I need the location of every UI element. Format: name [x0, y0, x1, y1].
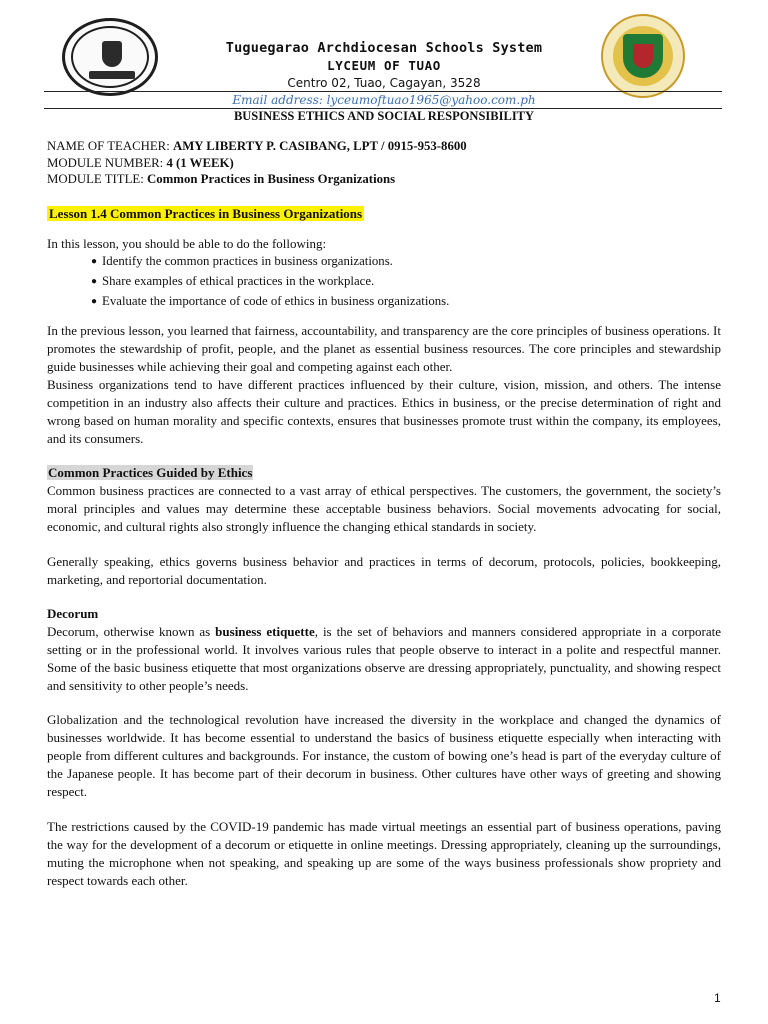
paragraph-ethics-governs: Generally speaking, ethics governs business behavior and practices in terms of decorum, protocols, policies, bookkeeping, marketing, and reportorial documentation. — [47, 554, 721, 588]
school-name: LYCEUM OF TUAO — [327, 58, 441, 73]
objectives-intro: In this lesson, you should be able to do the following: — [47, 236, 327, 251]
objective-item: ● Share examples of ethical practices in the workplace. — [91, 272, 691, 292]
section-title-decorum: Decorum — [47, 606, 99, 621]
objective-item: ● Evaluate the importance of code of ethics in business organizations. — [91, 292, 691, 312]
module-title-line — [47, 170, 721, 188]
teacher-value: AMY LIBERTY P. CASIBANG, LPT / 0915-953-8600 — [172, 139, 467, 153]
paragraph-decorum: Decorum, otherwise known as business etiquette, is the set of behaviors and manners considered appropriate in a corporate setting or in the professional world. It involves various rules that people observe to interact in a polite and respectful manner. Some of the basic business etiquette that most organizations observe are dressing appropriately, punctuality, and showing respect and sensitivity to other people’s needs. — [47, 624, 721, 694]
paragraph-covid: The restrictions caused by the COVID-19 pandemic has made virtual meetings an essential part of business operations, paving the way for the development of a decorum or etiquette in online meetings. Dressing appropriately, cleaning up the surroundings, muting the microphone when not speaking, and speaking up are some of the ways business professionals show propriety and respect towards each other. — [47, 819, 721, 889]
paragraph-globalization: Globalization and the technological revolution have increased the diversity in the workplace and changed the dynamics of businesses worldwide. It has become essential to understand the basics of business etiquette especially when interacting with people from different cultures and backgrounds. For instance, the custom of bowing one’s head is part of the everyday culture of the Japanese people. It has become part of their decorum in business. Other cultures have other ways of greeting and showing respect. — [47, 712, 721, 800]
lesson-title: Lesson 1.4 Common Practices in Business Organizations — [49, 206, 363, 221]
objective-item: ● Identify the common practices in business organizations. — [91, 252, 691, 272]
school-address: Centro 02, Tuao, Cagayan, 3528 — [287, 76, 481, 90]
school-email: Email address: lyceumoftuao1965@yahoo.com.ph — [232, 93, 536, 107]
paragraph-ethical-perspectives: Common business practices are connected to a vast array of ethical perspectives. The customers, the government, the society’s moral principles and values may determine these acceptable business behaviors. Social movements advocating for social, economic, and cultural rights also strongly influence the changing ethical standards in society. — [47, 483, 721, 535]
teacher-line — [47, 137, 721, 155]
header-rule-top — [44, 91, 722, 92]
section-title-common-practices: Common Practices Guided by Ethics — [48, 465, 253, 480]
teacher-label: NAME OF TEACHER: — [47, 139, 173, 153]
lesson-title-line — [47, 205, 721, 223]
objectives-list — [91, 252, 691, 312]
module-number-label: MODULE NUMBER: — [47, 156, 167, 170]
school-system-name: Tuguegarao Archdiocesan Schools System — [225, 40, 543, 56]
page-number: 1 — [714, 991, 721, 1005]
paragraph-business-practices: Business organizations tend to have different practices influenced by their culture, vision, mission, and others. The intense competition in an industry also affects their culture and practices. Ethics in business, or the precise determination of right and wrong based on human morality and specific contexts, ensures that businesses promote trust within the company, its employees, and its consumers. — [47, 377, 721, 447]
section-title-line — [47, 464, 721, 482]
subject-title: BUSINESS ETHICS AND SOCIAL RESPONSIBILITY — [233, 109, 535, 123]
module-title-label: MODULE TITLE: — [47, 172, 147, 186]
business-etiquette-term: business etiquette — [215, 624, 315, 639]
paragraph-previous-lesson: In the previous lesson, you learned that fairness, accountability, and transparency are the core principles of business operations. It promotes the stewardship of profit, people, and the planet as essential business resources. The core principles and stewardship guide businesses while achieving their goal and competing against each other. — [47, 323, 721, 375]
module-title-value: Common Practices in Business Organizations — [147, 172, 396, 186]
module-number-value: 4 (1 WEEK) — [166, 156, 234, 170]
